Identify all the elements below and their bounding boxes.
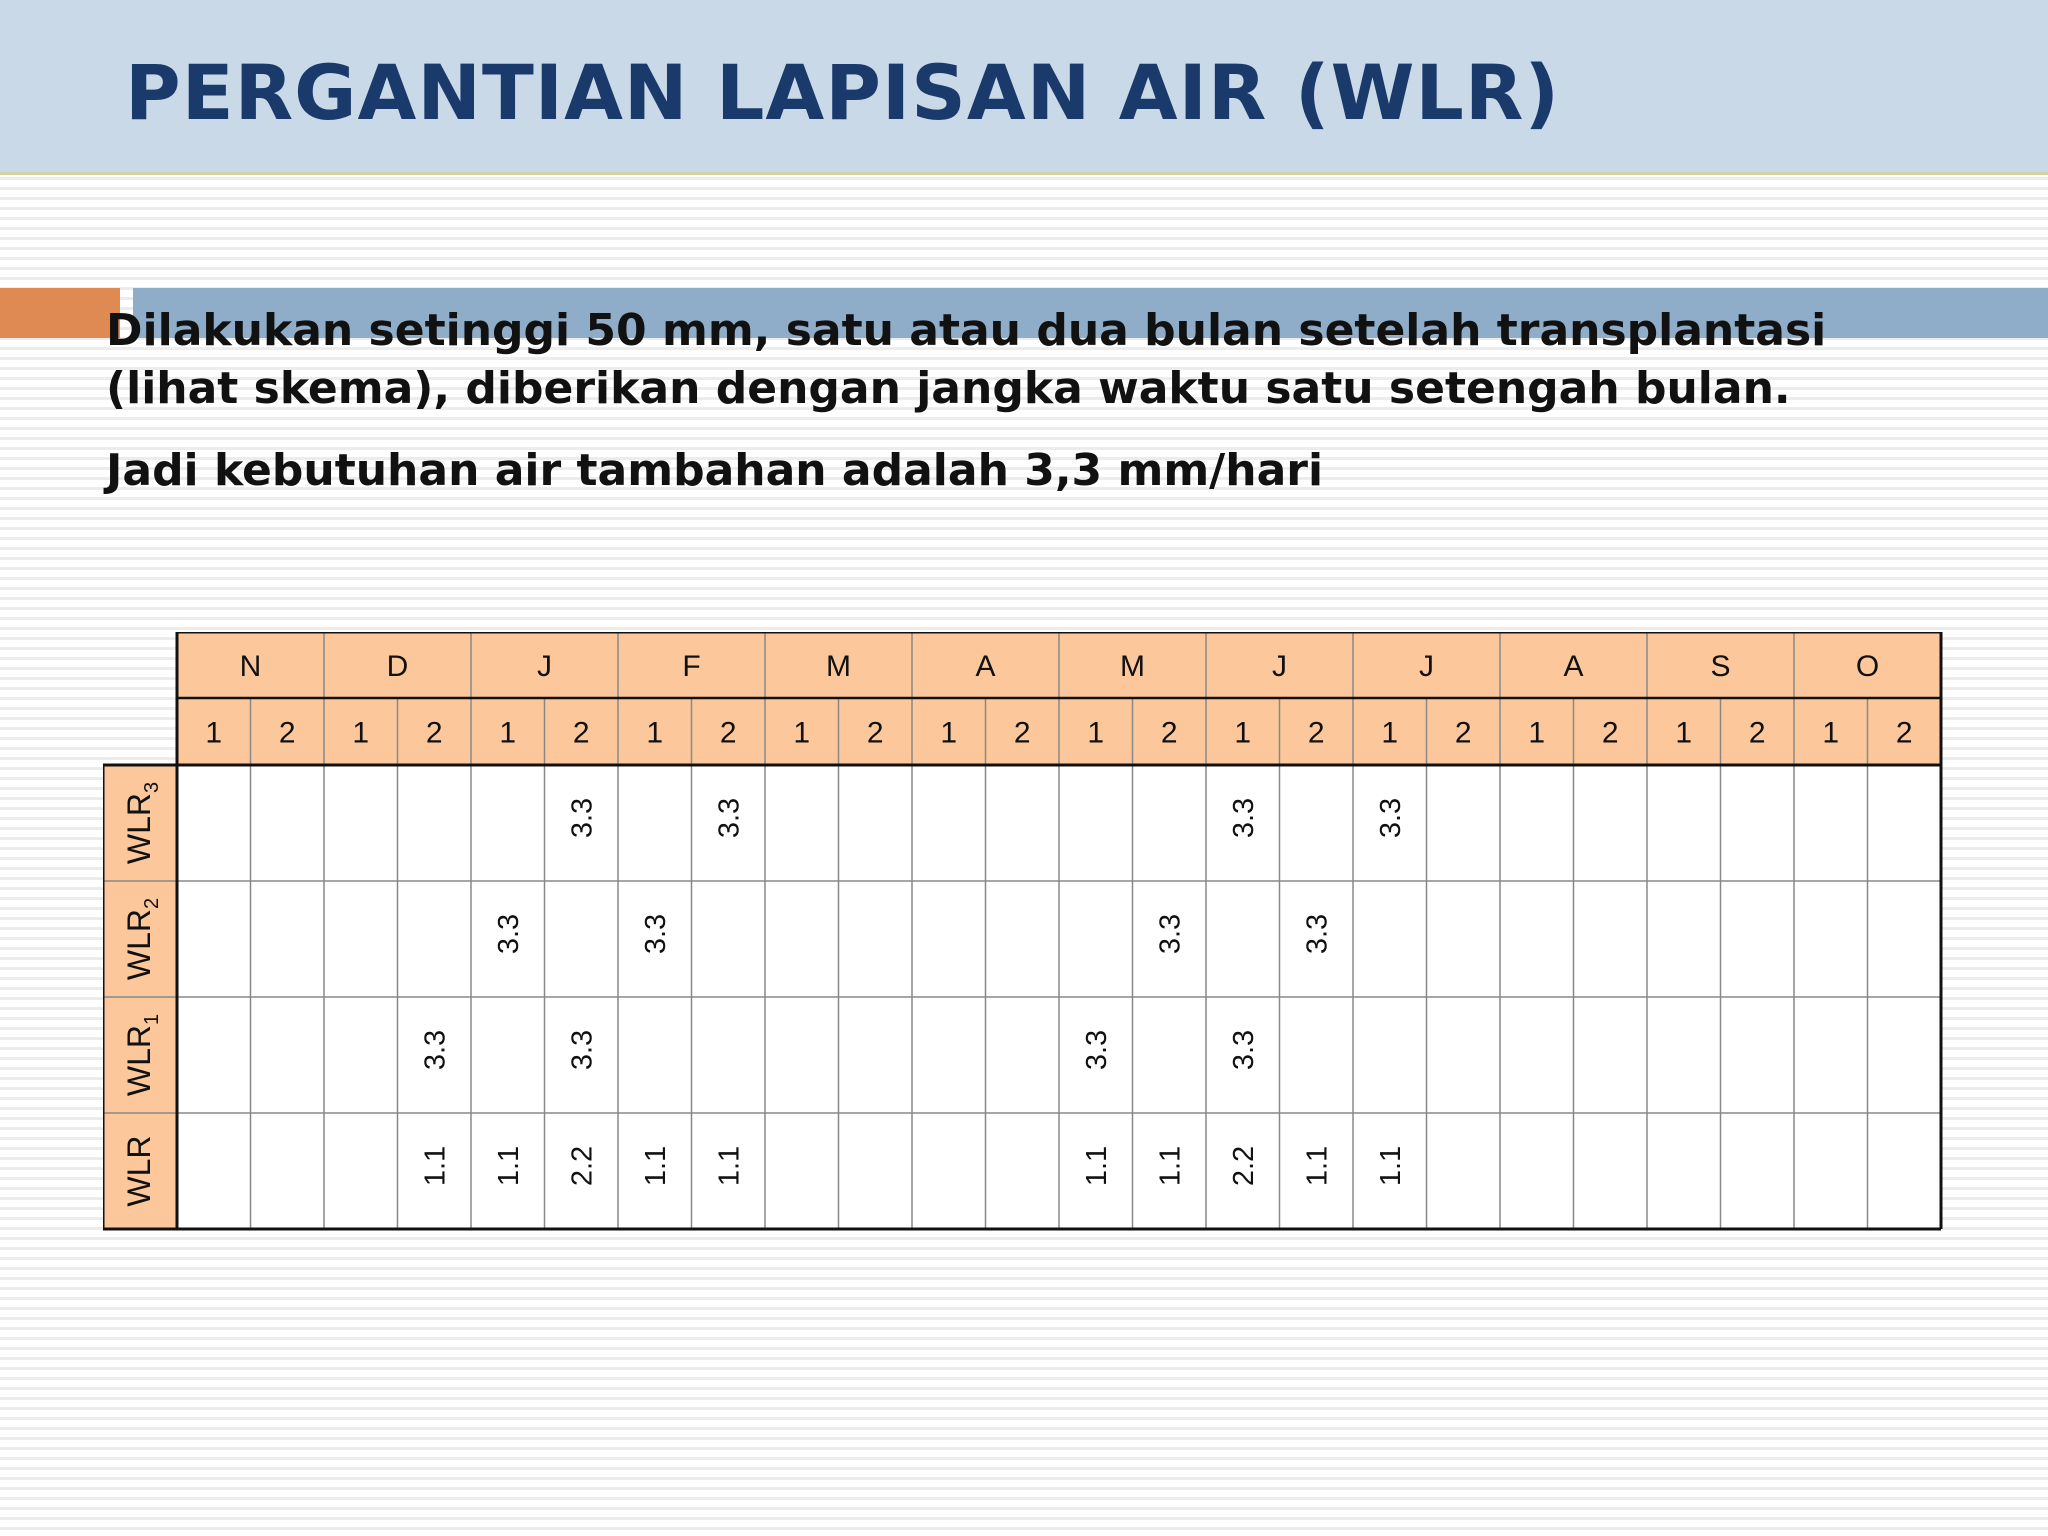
- month-header: N: [239, 650, 262, 683]
- row-label-subscript: 2: [141, 897, 163, 910]
- row-label-subscript: 1: [141, 1013, 163, 1026]
- half-month-header: 1: [1675, 716, 1693, 750]
- cell-value: 3.3: [492, 913, 525, 955]
- cell-value: 3.3: [1227, 1029, 1260, 1071]
- slide-title: PERGANTIAN LAPISAN AIR (WLR): [125, 48, 1561, 137]
- month-header: S: [1710, 650, 1731, 683]
- half-month-header: 2: [1013, 716, 1031, 750]
- half-month-header: 2: [278, 716, 296, 750]
- cell-value: 1.1: [419, 1145, 452, 1187]
- title-bar: [0, 0, 2048, 175]
- row-label-text: WLR: [121, 793, 157, 865]
- half-month-header: 2: [572, 716, 590, 750]
- body-paragraph-1: Dilakukan setinggi 50 mm, satu atau dua bulan setelah transplantasi (lihat skema), diberikan dengan jangka waktu satu setengah bulan.: [106, 305, 1827, 414]
- month-header: O: [1855, 650, 1880, 683]
- half-month-header: 2: [1307, 716, 1325, 750]
- cell-value: 3.3: [1227, 797, 1260, 839]
- half-month-header: 2: [425, 716, 443, 750]
- cell-value: 3.3: [566, 797, 599, 839]
- month-header: J: [537, 650, 552, 683]
- cell-value: 3.3: [639, 913, 672, 955]
- half-month-header: 2: [1160, 716, 1178, 750]
- half-month-header: 2: [1748, 716, 1766, 750]
- half-month-header: 2: [1601, 716, 1619, 750]
- month-header: M: [826, 650, 851, 683]
- month-header: F: [682, 650, 701, 683]
- half-month-header: 2: [1454, 716, 1472, 750]
- half-month-header: 1: [1087, 716, 1105, 750]
- half-month-header: 1: [1234, 716, 1252, 750]
- cell-value: 1.1: [1374, 1145, 1407, 1187]
- month-header: J: [1419, 650, 1434, 683]
- month-header: J: [1272, 650, 1287, 683]
- half-month-header: 2: [866, 716, 884, 750]
- wlr-schedule-table: [103, 632, 1944, 1232]
- half-month-header: 2: [1895, 716, 1913, 750]
- month-header: A: [1563, 650, 1584, 683]
- row-label-subscript: 3: [141, 781, 163, 794]
- cell-value: 3.3: [1154, 913, 1187, 955]
- half-month-header: 1: [1822, 716, 1840, 750]
- row-label-text: WLR: [121, 1025, 157, 1097]
- cell-value: 2.2: [1227, 1145, 1260, 1187]
- cell-value: 3.3: [1080, 1029, 1113, 1071]
- row-label-text: WLR: [121, 1135, 157, 1207]
- cell-value: 1.1: [639, 1145, 672, 1187]
- cell-value: 3.3: [566, 1029, 599, 1071]
- cell-value: 1.1: [1301, 1145, 1334, 1187]
- half-month-header: 1: [646, 716, 664, 750]
- cell-value: 3.3: [1301, 913, 1334, 955]
- cell-value: 3.3: [419, 1029, 452, 1071]
- cell-value: 1.1: [492, 1145, 525, 1187]
- month-header: M: [1120, 650, 1145, 683]
- half-month-header: 1: [1528, 716, 1546, 750]
- cell-value: 2.2: [566, 1145, 599, 1187]
- month-header: A: [975, 650, 996, 683]
- row-label: [121, 898, 163, 980]
- cell-value: 3.3: [1374, 797, 1407, 839]
- half-month-header: 1: [352, 716, 370, 750]
- row-label: [121, 782, 163, 864]
- cell-value: 1.1: [713, 1145, 746, 1187]
- half-month-header: 1: [499, 716, 517, 750]
- cell-value: 1.1: [1080, 1145, 1113, 1187]
- half-month-header: 2: [719, 716, 737, 750]
- row-label-text: WLR: [121, 909, 157, 981]
- half-month-header: 1: [793, 716, 811, 750]
- cell-value: 1.1: [1154, 1145, 1187, 1187]
- row-label: [121, 1014, 163, 1096]
- body-paragraph-2: Jadi kebutuhan air tambahan adalah 3,3 mm/hari: [106, 445, 1324, 496]
- half-month-header: 1: [205, 716, 223, 750]
- half-month-header: 1: [1381, 716, 1399, 750]
- cell-value: 3.3: [713, 797, 746, 839]
- accent-bar-orange: [0, 288, 120, 338]
- month-header: D: [386, 650, 409, 683]
- row-label: [121, 1135, 157, 1206]
- half-month-header: 1: [940, 716, 958, 750]
